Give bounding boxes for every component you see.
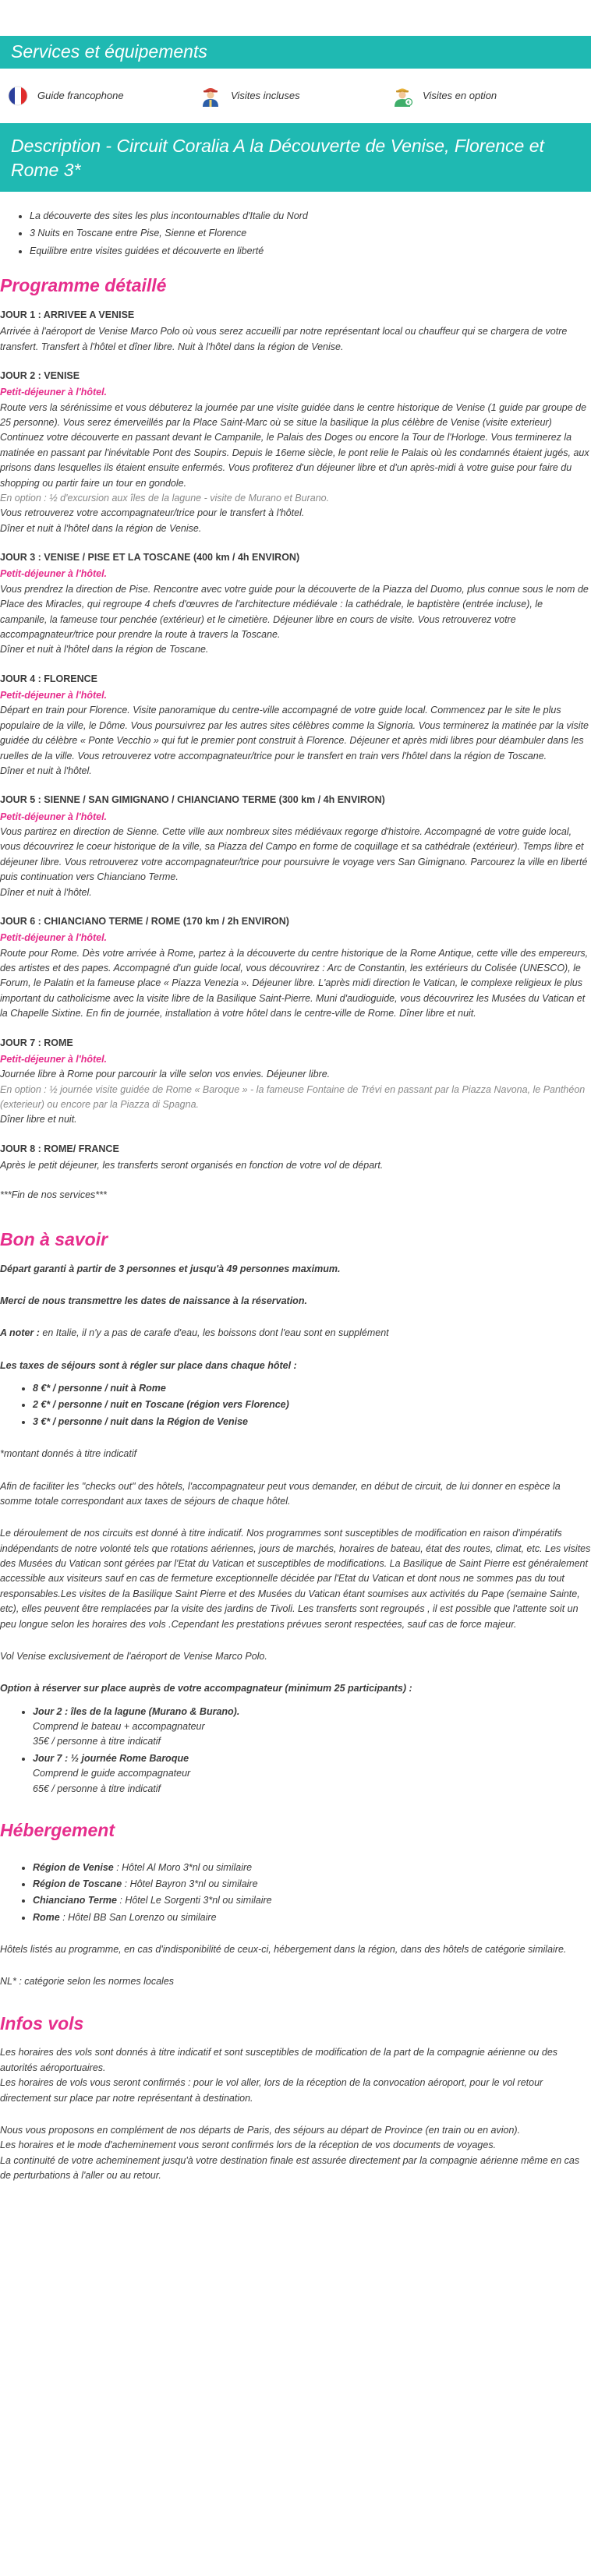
info-paragraph: Hôtels listés au programme, en cas d'indisponibilité de ceux-ci, hébergement dans la région, dans des hôtels de catégorie similaire. xyxy=(0,1944,567,1956)
infos-vols-title: Infos vols xyxy=(0,2012,84,2034)
service-item-visits xyxy=(200,84,391,108)
info-paragraph: Nous vous proposons en complément de nos départs de Paris, des séjours au départ de Province (en train ou en avion). xyxy=(0,2124,521,2136)
options-list xyxy=(0,1705,591,1797)
day-text: Route vers la sérénissime et vous débuterez la journée par une visite guidée dans le centre historique de Venise (1 guide par groupe de 25 personne). Vous serez émerveillés par la Place Saint-Marc où se situe la basilique la plus célèbre de Venise (visite exterieur) Continuez votre découverte en passant devant le Campanile, le Palais des Doges ou encore la Tour de l'Horloge. Vous terminerez la matinée en passant par l'inévitable Pont des Soupirs. Depuis le 16eme siècle, le pont relie le Palais où les condamnés étaient jugés, aux prisons dans lesquelles ils étaient ensuite enfermés. Vous profiterez d'un déjeuner libre et d'un après-midi à votre guise pour faire du shopping ou partir faire un tour en gondole. xyxy=(0,401,589,489)
day-title: JOUR 8 : ROME/ FRANCE xyxy=(0,1143,119,1154)
info-paragraph: Départ garanti à partir de 3 personnes et jusqu'à 49 personnes maximum. xyxy=(0,1263,341,1274)
hotel-name: : Hôtel Al Moro 3*nl ou similaire xyxy=(113,1861,253,1873)
day-breakfast: Petit-déjeuner à l'hôtel. xyxy=(0,387,108,398)
option-line: Comprend le guide accompagnateur xyxy=(33,1768,191,1779)
day-6 xyxy=(0,914,591,1022)
service-label: Visites incluses xyxy=(231,89,300,101)
day-breakfast: Petit-déjeuner à l'hôtel. xyxy=(0,811,108,822)
day-text: Vous partirez en direction de Sienne. Cette ville aux nombreux sites médiévaux regorge d'histoire. Accompagné de votre guide local, vous découvrirez le coeur historique de la ville, sa Piazza del Campo en forme de coquillage et sa cathédrale (extérieur). Temps libre et déjeuner libre. Vous retrouverez votre accompagnateur/trice pour poursuivre le voyage vers San Gimignano. Parcourez la ville en liberté puis continuation vers Chianciano Terme. xyxy=(0,826,588,883)
info-paragraph: Vol Venise exclusivement de l'aéroport de Venise Marco Polo. xyxy=(0,1650,267,1662)
info-paragraph: Les horaires de vols vous seront confirmés : pour le vol aller, lors de la réception de la convocation aéroport, pour le vol retour directement sur place par notre représentant à destination. xyxy=(0,2077,543,2104)
french-flag-icon xyxy=(8,86,28,106)
day-3 xyxy=(0,550,591,658)
hotels-list xyxy=(0,1860,591,1926)
list-item xyxy=(33,1860,591,1875)
list-item xyxy=(33,1705,591,1750)
day-4 xyxy=(0,672,591,779)
option-item-title: Jour 2 : îles de la lagune (Murano & Burano). xyxy=(33,1705,240,1717)
day-title: JOUR 7 : ROME xyxy=(0,1037,73,1048)
day-breakfast: Petit-déjeuner à l'hôtel. xyxy=(0,932,108,944)
hebergement-title: Hébergement xyxy=(0,1819,115,1840)
day-dinner: Dîner et nuit à l'hôtel. xyxy=(0,886,92,898)
service-label: Guide francophone xyxy=(37,89,124,101)
info-paragraph: Les horaires des vols sont donnés à titre indicatif et sont susceptibles de modification de la part de la compagnie aérienne ou des autorités aéroportuaires. xyxy=(0,2047,558,2073)
info-paragraph: Afin de faciliter les "checks out" des hôtels, l'accompagnateur peut vous demander, en début de circuit, de lui donner en espèce la somme totale correspondant aux taxes de séjours de chaque hôtel. xyxy=(0,1480,561,1507)
description-title: Description - Circuit Coralia A la Découverte de Venise, Florence et Rome 3* xyxy=(11,136,544,181)
bon-a-savoir-title: Bon à savoir xyxy=(0,1228,108,1249)
end-note: ***Fin de nos services*** xyxy=(0,1189,107,1200)
day-breakfast: Petit-déjeuner à l'hôtel. xyxy=(0,1053,108,1065)
day-text: Route pour Rome. Dès votre arrivée à Rome, partez à la découverte du centre historique de la Rome Antique, cette ville des empereurs, des artistes et des papes. Accompagné d'un guide local, vous découvrirez : Arc de Constantin, les extérieurs du Colisée (UNESCO), le Forum, le Palatin et la fameuse place « Piazza Venezia ». Déjeuner libre. L'après midi direction le Vatican, le complexe religieux le plus important du catholicisme avec la visite libre de la Basilique Saint-Pierre. Muni d'audioguide, vous découvrirez les Musées du Vatican et la Chapelle Sixtine. En fin de journée, installation à votre hôtel dans le centre-ville de Rome. Dîner libre et nuit. xyxy=(0,947,589,1019)
option-line: 35€ / personne à titre indicatif xyxy=(33,1736,161,1747)
description-bullets xyxy=(0,192,591,269)
list-item xyxy=(33,1910,591,1925)
services-list xyxy=(0,69,591,123)
hebergement-section xyxy=(0,1860,591,1990)
service-label: Visites en option xyxy=(423,89,497,101)
list-item xyxy=(33,1751,591,1797)
infos-vols-section xyxy=(0,2045,591,2183)
day-text: Après le petit déjeuner, les transferts seront organisés en fonction de votre vol de départ. xyxy=(0,1160,384,1171)
day-text: Vous prendrez la direction de Pise. Rencontre avec votre guide pour la découverte de la Piazza del Duomo, plus connue sous le nom de Place des Miracles, qui regroupe 4 chefs d'œuvres de l'architecture médiévale : la cathédrale, le baptistère (entrée incluse), le campanile, la fameuse tour penchée (extérieur) et le cimetière. Déjeuner libre en cours de visite. Vous retrouverez votre accompagnateur/trice pour prendre la route à travers la Toscane. xyxy=(0,583,589,640)
optional-guide-icon xyxy=(391,84,413,108)
description-banner xyxy=(0,123,591,192)
day-text: Départ en train pour Florence. Visite panoramique du centre-ville accompagné de votre guide local. Commencez par le site le plus populaire de la ville, le Dôme. Vous poursuivrez par les autres sites célèbres comme la Signoria. Vous terminerez la matinée par la visite guidée du célèbre « Ponte Vecchio » qui fut le premier pont construit à Florence. Déjeuner et après midi libres pour déambuler dans les ruelles de la ville. Vous retrouverez votre accompagnateur/trice pour le transfert en train vers l'hôtel dans la région de Toscane. xyxy=(0,705,589,761)
option-line: Comprend le bateau + accompagnateur xyxy=(33,1721,205,1733)
list-item xyxy=(33,1877,591,1892)
day-5 xyxy=(0,793,591,900)
programme-days xyxy=(0,308,591,1203)
bon-a-savoir-section xyxy=(0,1262,591,1797)
option-title: Option à réserver sur place auprès de votre accompagnateur (minimum 25 participants) : xyxy=(0,1683,412,1694)
day-title: JOUR 1 : ARRIVEE A VENISE xyxy=(0,309,135,320)
day-title: JOUR 5 : SIENNE / SAN GIMIGNANO / CHIANCIANO TERME (300 km / 4h ENVIRON) xyxy=(0,794,385,806)
info-paragraph: NL* : catégorie selon les normes locales xyxy=(0,1976,175,1988)
list-item xyxy=(33,1893,591,1908)
service-item-optional xyxy=(391,84,583,108)
service-item-guide xyxy=(8,86,200,106)
info-paragraph: Merci de nous transmettre les dates de naissance à la réservation. xyxy=(0,1295,307,1306)
taxes-list xyxy=(0,1381,591,1429)
page xyxy=(0,36,591,2199)
programme-title: Programme détaillé xyxy=(0,275,167,296)
day-title: JOUR 4 : FLORENCE xyxy=(0,673,98,684)
guide-person-icon xyxy=(200,84,221,108)
list-item: • 8 €* / personne / nuit à Rome xyxy=(33,1381,591,1396)
day-dinner: Dîner et nuit à l'hôtel. xyxy=(0,765,92,776)
day-2 xyxy=(0,369,591,536)
hotel-region: Région de Toscane xyxy=(33,1878,122,1889)
list-item: • 3 €* / personne / nuit dans la Région de Venise xyxy=(33,1415,591,1429)
day-dinner: Dîner et nuit à l'hôtel dans la région de Toscane. xyxy=(0,644,209,655)
list-item: • 3 Nuits en Toscane entre Pise, Sienne et Florence xyxy=(30,226,591,241)
option-item-title: Jour 7 : ½ journée Rome Baroque xyxy=(33,1752,189,1764)
day-text: Journée libre à Rome pour parcourir la ville selon vos envies. Déjeuner libre. xyxy=(0,1069,331,1080)
note-label: A noter : xyxy=(0,1327,40,1339)
day-extra: Dîner libre et nuit. xyxy=(0,1114,77,1125)
hotel-name: : Hôtel BB San Lorenzo ou similaire xyxy=(59,1911,217,1923)
day-8 xyxy=(0,1142,591,1174)
day-title: JOUR 2 : VENISE xyxy=(0,369,80,381)
day-extra: Vous retrouverez votre accompagnateur/trice pour le transfert à l'hôtel. xyxy=(0,507,305,519)
info-paragraph: Les horaires et le mode d'acheminement vous seront confirmés lors de la réception de vos documents de voyages. xyxy=(0,2140,497,2151)
day-breakfast: Petit-déjeuner à l'hôtel. xyxy=(0,690,108,701)
info-paragraph: La continuité de votre acheminement jusqu'à votre destination finale est assurée directement par la compagnie aérienne même en cas de perturbations à l'aller ou au retour. xyxy=(0,2154,580,2182)
info-paragraph: Le déroulement de nos circuits est donné à titre indicatif. Nos programmes sont susceptibles de modification en raison d'impératifs indépendants de notre volonté tels que rotations aériennes, jours de marchés, horaires de bateau, état des routes, climat, etc. Les visites des Musées du Vatican sont gérées par l'Etat du Vatican et susceptibles de modifications. La Basilique de Saint Pierre est généralement accessible aux visiteurs sauf en cas de fermeture exceptionnelle décidée par l'Etat du Vatican et dont nous ne sommes pas du tout responsables.Les visites de la Basilique Saint Pierre et des Musées du Vatican étant soumises aux activités du Pape (semaine Sainte, etc), elles peuvent être remplacées par la visite des jardins de Tivoli. Les transferts sont regroupés , il est possible que l'attente soit un peu longue selon les horaires des vols .Cependant les prestations prévues seront respectées, sauf cas de force majeur. xyxy=(0,1528,591,1630)
hotel-region: Chianciano Terme xyxy=(33,1895,117,1906)
hotel-name: : Hôtel Bayron 3*nl ou similaire xyxy=(122,1878,258,1889)
list-item: • La découverte des sites les plus incontournables d'Italie du Nord xyxy=(30,209,591,224)
info-paragraph xyxy=(0,1326,591,1341)
day-title: JOUR 3 : VENISE / PISE ET LA TOSCANE (400 km / 4h ENVIRON) xyxy=(0,552,300,564)
hotel-region: Rome xyxy=(33,1911,60,1923)
info-paragraph: *montant donnés à titre indicatif xyxy=(0,1448,137,1460)
day-option: En option : ½ journée visite guidée de Rome « Baroque » - la fameuse Fontaine de Trévi en passant par la Piazza Navona, le Panthéon (exterieur) ou encore par la Piazza di Spagna. xyxy=(0,1083,586,1111)
option-line: 65€ / personne à titre indicatif xyxy=(33,1783,161,1794)
day-dinner: Dîner et nuit à l'hôtel dans la région de Venise. xyxy=(0,522,202,534)
hotel-region: Région de Venise xyxy=(33,1861,114,1873)
day-breakfast: Petit-déjeuner à l'hôtel. xyxy=(0,568,108,580)
day-1 xyxy=(0,308,591,355)
taxes-title: Les taxes de séjours sont à régler sur place dans chaque hôtel : xyxy=(0,1359,297,1371)
day-7 xyxy=(0,1036,591,1128)
day-option: En option : ½ d'excursion aux îles de la lagune - visite de Murano et Burano. xyxy=(0,492,330,504)
day-text: Arrivée à l'aéroport de Venise Marco Polo où vous serez accueilli par notre représentant local ou chauffeur qui se chargera de votre transfert. Transfert à l'hôtel et dîner libre. Nuit à l'hôtel dans la région de Venise. xyxy=(0,326,568,352)
list-item: • Equilibre entre visites guidées et découverte en liberté xyxy=(30,244,591,259)
note-text: en Italie, il n'y a pas de carafe d'eau, les boissons dont l'eau sont en supplément xyxy=(39,1327,389,1339)
hotel-name: : Hôtel Le Sorgenti 3*nl ou similaire xyxy=(116,1895,272,1906)
services-banner xyxy=(0,36,591,69)
day-title: JOUR 6 : CHIANCIANO TERME / ROME (170 km / 2h ENVIRON) xyxy=(0,915,289,927)
services-title: Services et équipements xyxy=(11,41,207,62)
list-item: • 2 €* / personne / nuit en Toscane (région vers Florence) xyxy=(33,1398,591,1412)
